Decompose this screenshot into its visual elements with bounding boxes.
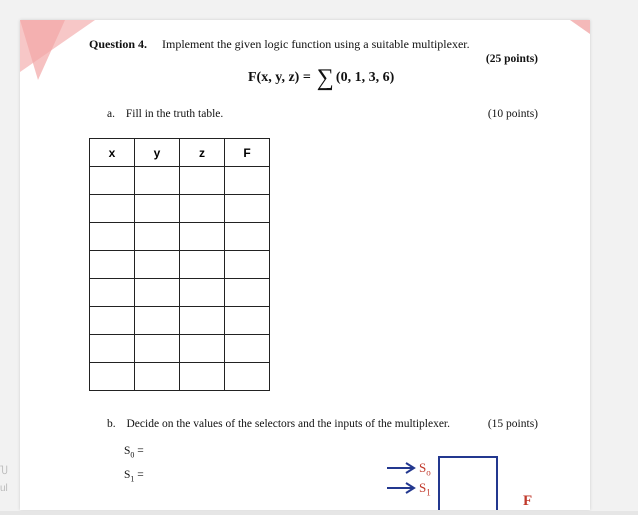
table-cell[interactable] <box>180 195 225 223</box>
question-heading <box>89 37 470 52</box>
selector-s0-answer[interactable] <box>124 445 144 459</box>
part-b-instruction <box>107 418 450 430</box>
part-a-text: Fill in the truth table. <box>125 108 224 120</box>
selector-s1-answer[interactable] <box>124 469 144 483</box>
arrow-right-icon <box>387 482 417 494</box>
table-cell[interactable] <box>90 307 135 335</box>
table-cell[interactable] <box>225 279 270 307</box>
mux-output-label: F <box>523 493 533 509</box>
table-cell[interactable] <box>90 279 135 307</box>
table-cell[interactable] <box>135 195 180 223</box>
corner-decoration-right <box>560 20 590 40</box>
table-cell[interactable] <box>90 363 135 391</box>
truth-table <box>89 138 270 391</box>
question-number: Question 4. <box>89 37 148 51</box>
table-cell[interactable] <box>135 335 180 363</box>
side-edge-mark: Ⴎ <box>0 466 8 477</box>
part-b-text: Decide on the values of the selectors and the inputs of the multiplexer. <box>126 418 451 430</box>
part-b-points: (15 points) <box>487 418 538 430</box>
side-edge-mark: ul <box>0 483 8 494</box>
table-row <box>90 307 270 335</box>
s0-equals: = <box>134 445 144 457</box>
mux-s0-subscript: o <box>426 467 431 478</box>
sigma-symbol: ∑ <box>316 65 334 91</box>
table-cell[interactable] <box>180 335 225 363</box>
table-row <box>90 167 270 195</box>
multiplexer-block <box>438 456 498 510</box>
table-cell[interactable] <box>225 335 270 363</box>
table-cell[interactable] <box>180 363 225 391</box>
header-y: y <box>135 139 180 167</box>
table-cell[interactable] <box>225 167 270 195</box>
logic-function <box>248 66 394 90</box>
corner-decoration-left <box>20 20 100 90</box>
mux-s1-subscript: 1 <box>426 487 431 498</box>
table-cell[interactable] <box>90 167 135 195</box>
table-row <box>90 195 270 223</box>
table-cell[interactable] <box>180 167 225 195</box>
table-cell[interactable] <box>180 223 225 251</box>
table-cell[interactable] <box>225 363 270 391</box>
table-row <box>90 251 270 279</box>
arrow-right-icon <box>387 462 417 474</box>
s1-letter: S <box>124 469 131 481</box>
table-cell[interactable] <box>225 195 270 223</box>
table-cell[interactable] <box>180 307 225 335</box>
table-cell[interactable] <box>90 335 135 363</box>
question-text: Implement the given logic function using a suitable multiplexer. <box>162 37 470 51</box>
table-cell[interactable] <box>225 307 270 335</box>
table-cell[interactable] <box>135 307 180 335</box>
mux-s1-letter: S <box>419 480 427 495</box>
document-page <box>20 20 590 510</box>
question-points: (25 points) <box>485 53 538 65</box>
table-cell[interactable] <box>90 195 135 223</box>
part-a-label: a. <box>107 108 115 120</box>
formula-minterms: (0, 1, 3, 6) <box>335 70 395 85</box>
table-row <box>90 223 270 251</box>
header-x: x <box>90 139 135 167</box>
horizontal-scrollbar[interactable] <box>0 511 638 515</box>
table-cell[interactable] <box>135 363 180 391</box>
header-f: F <box>225 139 270 167</box>
table-cell[interactable] <box>180 251 225 279</box>
part-a-instruction <box>107 108 223 120</box>
table-cell[interactable] <box>225 251 270 279</box>
mux-s0-letter: S <box>419 460 427 475</box>
table-cell[interactable] <box>135 251 180 279</box>
table-cell[interactable] <box>90 251 135 279</box>
part-a-points: (10 points) <box>487 108 538 120</box>
table-cell[interactable] <box>135 167 180 195</box>
s1-equals: = <box>134 469 144 481</box>
table-cell[interactable] <box>225 223 270 251</box>
mux-s0-label <box>419 460 431 478</box>
truth-table-header-row <box>90 139 270 167</box>
table-cell[interactable] <box>90 223 135 251</box>
table-cell[interactable] <box>180 279 225 307</box>
table-row <box>90 279 270 307</box>
table-row <box>90 335 270 363</box>
s0-subscript: 0 <box>130 450 135 460</box>
s1-subscript: 1 <box>130 474 135 484</box>
part-b-label: b. <box>107 418 116 430</box>
s0-letter: S <box>124 445 131 457</box>
table-cell[interactable] <box>135 279 180 307</box>
table-row <box>90 363 270 391</box>
formula-lhs: F(x, y, z) = <box>248 70 311 85</box>
mux-s1-label <box>419 480 431 498</box>
header-z: z <box>180 139 225 167</box>
table-cell[interactable] <box>135 223 180 251</box>
